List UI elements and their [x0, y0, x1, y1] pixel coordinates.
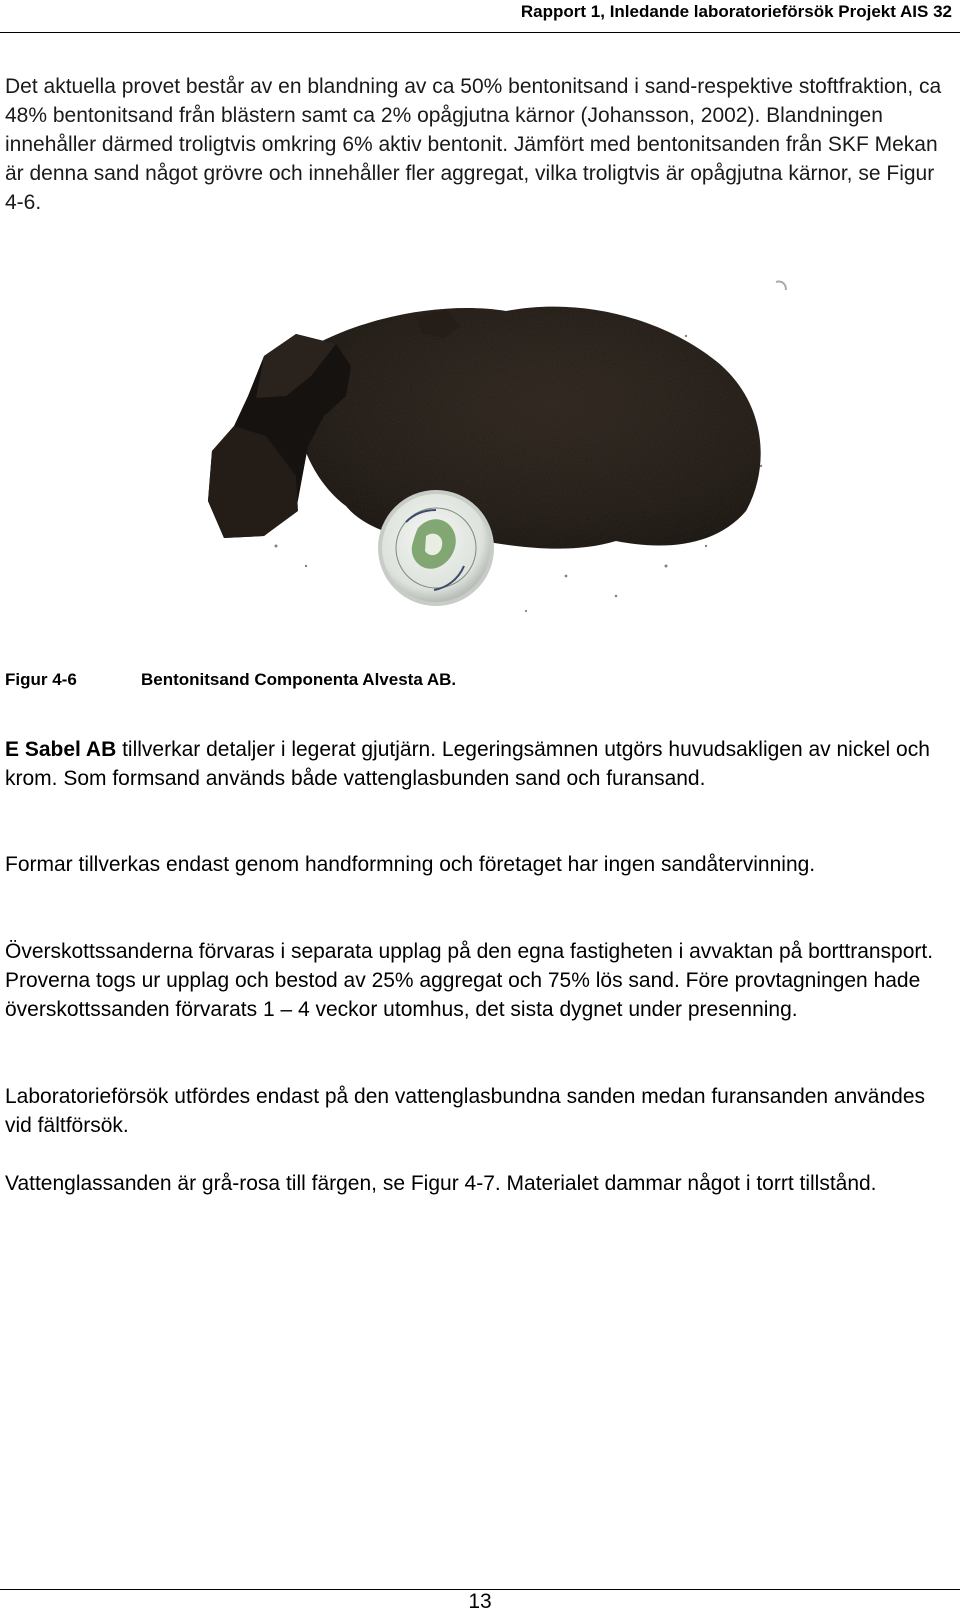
paragraph-surplus-sand: Överskottssanderna förvaras i separata upplag på den egna fastigheten i avvaktan på borttransport. Proverna togs ur upplag och bestod av 25% aggregat och 75% lös sand. Före provtagningen hade överskottssanden förvarats 1 – 4 veckor utomhus, det sista dygnet under presenning.	[5, 940, 934, 1021]
paragraph-forms: Formar tillverkas endast genom handformning och företaget har ingen sandåtervinning.	[5, 853, 816, 876]
paragraph-sample-description: Det aktuella provet består av en blandning av ca 50% bentonitsand i sand-respektive stoftfraktion, ca 48% bentonitsand från blästern samt ca 2% opågjutna kärnor (Johansson, 2002). Blandningen innehåller därmed troligtvis omkring 6% aktiv bentonit. Jämfört med bentonitsanden från SKF Mekan är denna sand något grövre och innehåller fler aggregat, vilka troligtvis är opågjutna kärnor, se Figur 4-6.	[5, 75, 942, 214]
figure-number: Figur 4-6	[5, 670, 77, 689]
paragraph-e-sabel	[5, 735, 955, 793]
paragraph-lab-tests: Laboratorieförsök utfördes endast på den vattenglasbundna sanden medan furansanden användes vid fältförsök.	[5, 1085, 926, 1137]
company-name: E Sabel AB	[5, 738, 117, 761]
paragraph-waterglass-sand: Vattenglassanden är grå-rosa till färgen, se Figur 4-7. Materialet dammar något i torrt tillstånd.	[5, 1172, 877, 1195]
page-number: 13	[468, 1590, 492, 1613]
figure-photo-bentonite-sand	[146, 246, 814, 656]
running-header: Rapport 1, Inledande laboratorieförsök Projekt AIS 32	[520, 2, 952, 21]
figure-caption-text: Bentonitsand Componenta Alvesta AB.	[141, 670, 457, 689]
header-divider	[0, 32, 960, 33]
paragraph-e-sabel-text: tillverkar detaljer i legerat gjutjärn. Legeringsämnen utgörs huvudsakligen av nickel och krom. Som formsand används både vattenglasbunden sand och furansand.	[5, 738, 930, 790]
